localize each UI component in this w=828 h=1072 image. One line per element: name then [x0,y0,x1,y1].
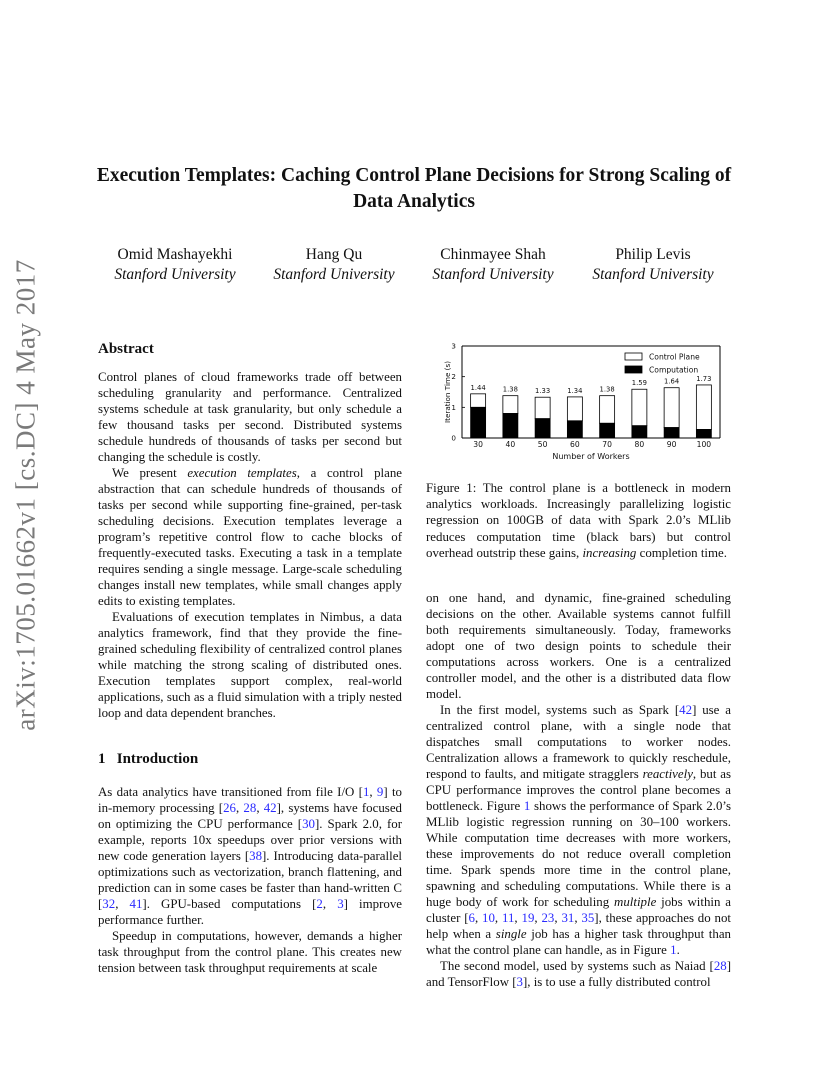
bar-control-plane [535,397,550,418]
x-tick-label: 60 [570,440,580,449]
y-tick-label: 3 [451,341,456,351]
author-name: Hang Qu [305,246,363,263]
paper-title: Execution Templates: Caching Control Plane Decisions for Strong Scaling of Data Analytics [96,165,732,212]
citation-link[interactable]: 6 [468,911,475,925]
x-tick-label: 30 [473,440,483,449]
bar-control-plane [567,397,582,421]
citation-link[interactable]: 3 [516,975,523,989]
citation-link[interactable]: 23 [541,911,555,925]
caption-text: The control plane is a bottleneck in modern analytics workloads. Increasingly parallelizing logistic regression on 100GB of data with Spark 2.0’s MLlib reduces computation time (black bars) but control overhead outstrip these gains, [426,481,731,560]
citation-link[interactable]: 3 [337,897,344,911]
bar-total-label: 1.33 [535,387,551,396]
y-tick-label: 2 [451,372,456,382]
bar-total-label: 1.44 [470,383,486,392]
citation-link[interactable]: 41 [129,897,143,911]
citation-link[interactable]: 11 [502,911,515,925]
bar-computation [696,429,711,438]
legend-swatch-control-plane [625,353,642,360]
citation-link[interactable]: 26 [223,801,236,815]
bar-computation [632,426,647,438]
bar-total-label: 1.59 [631,379,647,388]
bar-total-label: 1.73 [696,374,712,383]
intro-paragraph: As data analytics have transitioned from file I/O [1, 9] to in-memory processing [26, 28, 42], systems have focused on optimizing the CPU performance [30]. Spark 2.0, for example, reports 10x speedups over prior versions with new code generation layers [38]. Introducing data-parallel optimizations such as vectorization, branch flattening, and prediction can in some cases be faster than hand-written C [32, 41]. GPU-based computations [2, 3] improve performance further. [98,785,402,927]
intro-paragraph: on one hand, and dynamic, fine-grained scheduling decisions on the other. Available systems cannot fulfill both requirements simultaneously. Today, frameworks adopt one of two design points to schedule their computations across workers. One is a centralized controller model, and the other is a distributed data flow model. [426,591,731,701]
intro-paragraph: The second model, used by systems such as Naiad [28] and TensorFlow [3], is to use a fully distributed control [426,959,731,989]
bar-control-plane [664,388,679,428]
bar-computation [664,428,679,438]
bar-total-label: 1.34 [567,386,583,395]
citation-link[interactable]: 1 [362,785,370,799]
section-number: 1 [98,751,106,767]
abstract-heading: Abstract [98,341,154,357]
bar-control-plane [632,389,647,425]
figure-ref-link[interactable]: 1 [670,943,677,957]
bar-control-plane [471,394,486,407]
legend-swatch-computation [625,366,642,373]
citation-link[interactable]: 42 [679,703,693,717]
arxiv-identifier [6,259,46,731]
abstract-paragraph: We present execution templates, a control plane abstraction that can schedule hundreds of thousands of tasks per second while supporting fine-grained, per-task scheduling decisions. Execution templates leverage a program’s repetitive control flow to cache blocks of frequently-executed tasks. Executing a task in a template requires sending a single message. Large-scale scheduling changes install new templates, while small changes apply edits to existing templates. [98,466,402,608]
legend-label-computation: Computation [649,365,699,375]
legend-label-control-plane: Control Plane [649,352,700,362]
intro-paragraph: In the first model, systems such as Spark [42] use a centralized control plane, with a single node that dispatches small computations to worker nodes. Centralization allows a framework to quickly reschedule, respond to faults, and mitigate stragglers reactively, but as CPU performance improves the control plane becomes a bottleneck. Figure 1 shows the performance of Spark 2.0’s MLlib logistic regression running on 30–100 workers. While computation time decreases with more workers, these improvements do not reduce overall completion time. Spark spends more time in the control plane, spawning and scheduling computations. While there is a huge body of work for scheduling multiple jobs within a cluster [6, 10, 11, 19, 23, 31, 35], these approaches do not help when a single job has a higher task throughput than what the control plane can handle, as in Figure 1. [426,703,732,957]
bar-computation [567,421,582,438]
author-affiliation: Stanford University [432,266,554,283]
bar-computation [471,407,486,438]
citation-link[interactable]: 2 [316,897,323,911]
bar-computation [503,413,518,438]
caption-label: Figure 1: [426,481,477,495]
intro-paragraph: Speedup in computations, however, demands a higher task throughput from the control plane. This creates new tension between task throughput requirements at scale [98,929,402,975]
figure-1 [426,336,736,464]
x-axis-label: Number of Workers [552,452,630,461]
x-tick-label: 40 [505,440,516,449]
author-affiliation: Stanford University [273,266,395,283]
bar-total-label: 1.64 [664,377,680,386]
y-tick-label: 1 [451,402,456,412]
citation-link[interactable]: 9 [376,785,384,799]
y-axis-label: Iteration Time (s) [443,361,452,423]
figure-ref-link[interactable]: 1 [523,799,531,813]
citation-link[interactable]: 10 [482,911,495,925]
author-name: Omid Mashayekhi [117,246,233,263]
bar-computation [600,423,615,438]
abstract-body [98,369,402,721]
intro-body-left [98,784,402,976]
citation-link[interactable]: 28 [243,801,257,815]
y-tick-label: 0 [451,433,456,443]
x-tick-label: 100 [696,440,712,449]
citation-link[interactable]: 35 [581,911,595,925]
abstract-paragraph: Evaluations of execution templates in Nimbus, a data analytics framework, find that they provide the fine-grained scheduling flexibility of centralized control planes while matching the strong scaling of distributed ones. Execution templates support complex, real-world applications, such as a fluid simulation with a triply nested loop and data dependent branches. [98,610,402,720]
author-block [408,245,578,285]
intro-body-right [426,590,731,990]
author-block [249,245,419,285]
x-tick-label: 70 [602,440,612,449]
author-affiliation: Stanford University [114,266,236,283]
x-tick-label: 80 [634,440,645,449]
bar-control-plane [503,396,518,414]
abstract-paragraph: Control planes of cloud frameworks trade off between scheduling granularity and performance. Centralized systems schedule at task granularity, but only schedule a few thousand tasks per second. Distributed systems schedule hundreds of thousands of tasks per second but changing the schedule is costly. [98,370,402,464]
citation-link[interactable]: 42 [263,801,277,815]
figure-caption [426,480,731,561]
citation-link[interactable]: 19 [521,911,535,925]
caption-text: completion time. [636,545,727,560]
bar-total-label: 1.38 [599,385,615,394]
caption-emphasis: increasing [582,545,637,560]
x-tick-label: 90 [666,440,677,449]
bar-chart [426,336,736,464]
bar-computation [535,419,550,438]
author-block [568,245,738,285]
citation-link[interactable]: 30 [302,817,315,831]
citation-link[interactable]: 31 [561,911,575,925]
arxiv-identifier-text: arXiv:1705.01662v1 [cs.DC] 4 May 2017 [10,259,41,731]
author-affiliation: Stanford University [592,266,714,283]
section-title: Introduction [116,751,199,767]
citation-link[interactable]: 28 [713,959,727,973]
author-block [90,245,260,285]
x-tick-label: 50 [537,440,548,449]
bar-control-plane [600,396,615,424]
bar-total-label: 1.38 [502,385,518,394]
author-name: Chinmayee Shah [440,246,546,263]
citation-link[interactable]: 38 [249,849,263,863]
bar-control-plane [696,385,711,429]
author-name: Philip Levis [615,246,691,263]
citation-link[interactable]: 32 [102,897,116,911]
section-heading-introduction [98,751,198,768]
